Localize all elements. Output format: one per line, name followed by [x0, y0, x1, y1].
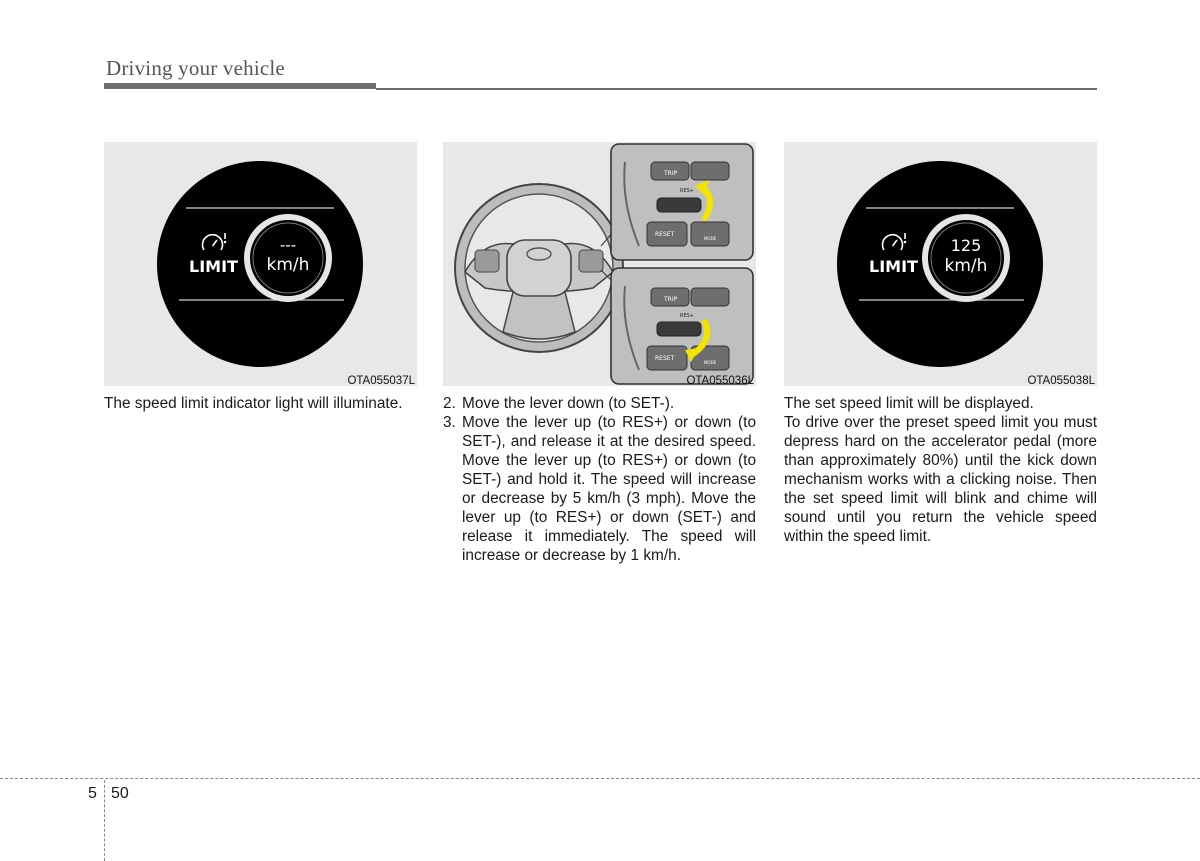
column-right [784, 394, 1097, 546]
speed-value: --- [279, 236, 297, 254]
steering-wheel-illustration [443, 142, 756, 386]
header-rule-thin [376, 88, 1097, 90]
page-number: 50 [111, 785, 129, 802]
limit-label: LIMIT [189, 257, 238, 276]
figure-code: OTA055038L [1027, 375, 1095, 387]
step-text: Move the lever down (to SET-). [462, 395, 675, 412]
step-item [443, 413, 756, 565]
figure-speed-limit-indicator [104, 142, 417, 386]
indicator-text: The speed limit indicator light will illuminate. [104, 395, 403, 412]
res-label: RES+ [680, 188, 694, 194]
footer-dashed-divider [104, 780, 105, 861]
column-left [104, 394, 417, 413]
speed-unit: km/h [266, 255, 310, 275]
step-number: 3. [443, 414, 456, 431]
display-text: The set speed limit will be displayed. [784, 395, 1034, 412]
res-label-lower: RES+ [680, 313, 694, 319]
speed-unit: km/h [944, 256, 988, 276]
speed-value: 125 [950, 236, 982, 255]
figure-speed-limit-set [784, 142, 1097, 386]
cluster-display-illustration [784, 142, 1097, 386]
step-item [443, 394, 756, 413]
step-text: Move the lever up (to RES+) or down (to SET-), and release it at the desired speed. Move the lever up (to RES+) or down (to SET-) and hold it. The speed will increase or decrease by 5 km/h (3 mph). Move the lever up (to RES+) or down (SET-) and release it immediately. The speed will increase or decrease by 1 km/h. [462, 414, 756, 564]
section-number: 5 [88, 785, 97, 802]
column-middle [443, 394, 756, 565]
trip-button-label-lower: TRIP [664, 296, 678, 303]
figure-code: OTA055036L [686, 375, 754, 387]
footer-dashed-rule [0, 778, 1200, 779]
trip-button-label: TRIP [664, 170, 678, 177]
step-number: 2. [443, 395, 456, 412]
page-header-title: Driving your vehicle [106, 56, 285, 80]
reset-button-label: RESET [655, 231, 675, 238]
figure-code: OTA055037L [347, 375, 415, 387]
figure-steering-wheel-lever [443, 142, 756, 386]
reset-button-label-lower: RESET [655, 355, 675, 362]
mode-button-label-lower: MODE [704, 360, 717, 365]
header-rule-thick [104, 83, 376, 89]
mode-button-label: MODE [704, 236, 717, 241]
cluster-display-illustration [104, 142, 417, 386]
override-text: To drive over the preset speed limit you must depress hard on the accelerator pedal (more than approximately 80%) until the kick down mechanism works with a clicking noise. Then the set speed limit will blink and chime will sound until you return the vehicle speed within the speed limit. [784, 414, 1097, 545]
limit-label: LIMIT [869, 257, 918, 276]
